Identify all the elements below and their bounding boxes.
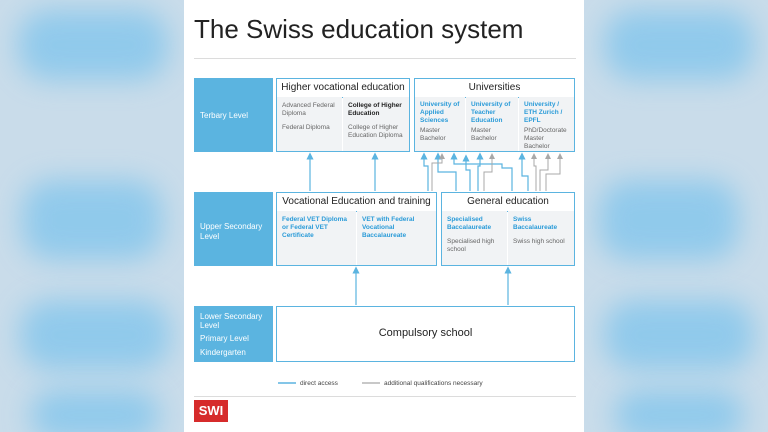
- level-lower-secondary: Lower Secondary Level Primary Level Kindergarten: [194, 306, 273, 362]
- level-upper-secondary: Upper Secondary Level: [194, 192, 273, 266]
- legend-direct-access: direct access: [300, 380, 338, 387]
- university-eth-epfl: University / ETH Zurich / EPFL PhD/Doctorate Master Bachelor: [519, 97, 574, 151]
- general-specialised-baccalaureate: Specialised Baccalaureate Specialised high school: [442, 211, 507, 265]
- vocational-vet-diploma: Federal VET Diploma or Federal VET Certificate: [277, 211, 356, 265]
- gray-arrow-to-university-1: [534, 156, 536, 191]
- swi-logo: SWI: [194, 400, 228, 422]
- arrow-swiss-to-teacher: [454, 156, 512, 191]
- arrow-vet-to-applied-sciences: [424, 156, 428, 191]
- higher-vocational-title: Higher vocational education: [277, 79, 409, 98]
- arrow-specialised-to-teacher: [466, 158, 470, 191]
- diagram-title: The Swiss education system: [194, 14, 524, 44]
- university-applied-sciences: University of Applied Sciences Master Bachelor: [415, 97, 465, 151]
- gray-arrow-to-teacher: [484, 156, 492, 191]
- legend-additional-qualifications: additional qualifications necessary: [384, 380, 483, 387]
- higher-vocational-college: College of Higher Education College of Higher Education Diploma: [343, 97, 409, 151]
- vocational-title: Vocational Education and training: [277, 193, 436, 212]
- universities-title: Universities: [415, 79, 574, 98]
- gray-arrow-vet-to-applied: [432, 156, 442, 191]
- general-swiss-baccalaureate: Swiss Baccalaureate Swiss high school: [508, 211, 574, 265]
- arrow-general-to-teacher: [478, 156, 480, 191]
- university-teacher-education: University of Teacher Education Master Bachelor: [466, 97, 518, 151]
- arrow-swiss-to-university: [522, 156, 528, 191]
- vocational-baccalaureate: VET with Federal Vocational Baccalaureate: [357, 211, 436, 265]
- higher-vocational-federal-diploma: Advanced Federal Diploma Federal Diploma: [277, 97, 342, 151]
- arrow-general-to-applied-sciences: [438, 156, 456, 191]
- general-education-title: General education: [442, 193, 574, 212]
- level-tertiary: Terbary Level: [194, 78, 273, 152]
- compulsory-school-label: Compulsory school: [378, 327, 473, 339]
